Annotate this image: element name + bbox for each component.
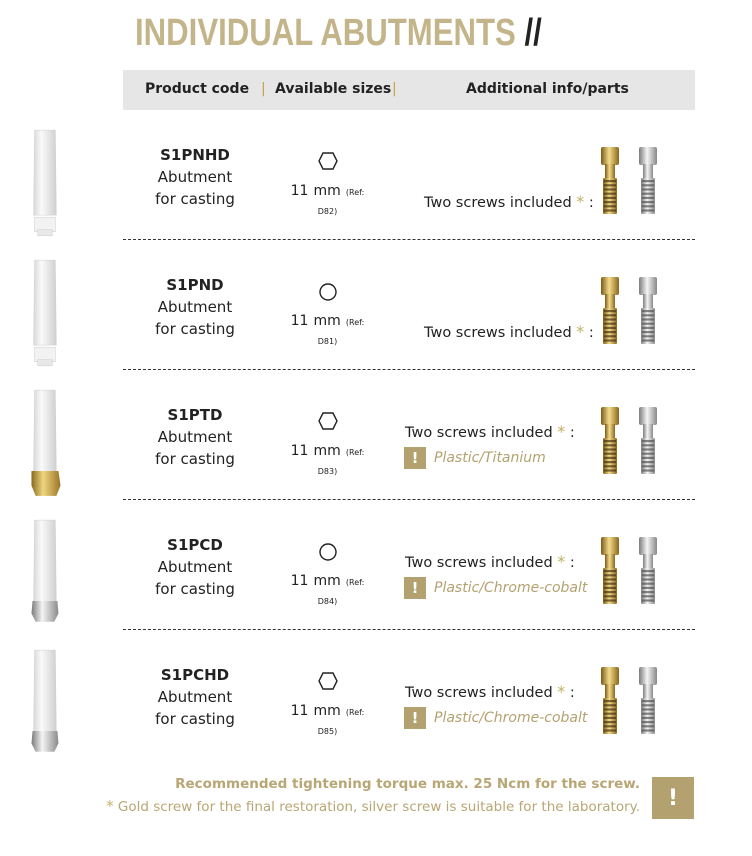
- info-text: Two screws included: [424, 195, 572, 211]
- size-value: 11: [290, 703, 309, 719]
- hexagon-shape-icon: [280, 412, 375, 434]
- product-code-cell: [140, 144, 250, 210]
- size-cell: [280, 282, 375, 348]
- row-divider: [123, 239, 695, 240]
- gold-screw-icon: [598, 146, 622, 220]
- table-row: [0, 380, 752, 510]
- screws-included-text: [405, 422, 575, 441]
- product-code: S1PTD: [167, 406, 223, 424]
- info-colon: :: [588, 195, 594, 211]
- header-additional-info: Additional info/parts: [466, 81, 629, 97]
- size-ref: (Ref: D82): [317, 188, 365, 216]
- hexagon-shape-icon: [280, 672, 375, 694]
- screws-image: [598, 406, 668, 480]
- screws-included-text: [424, 322, 594, 341]
- size-unit: mm: [313, 443, 341, 459]
- product-desc-line1: Abutment: [157, 558, 233, 576]
- info-asterisk: *: [557, 552, 566, 571]
- header-separator-1: |: [261, 81, 266, 97]
- silver-screw-icon: [636, 146, 660, 220]
- material-note: [404, 707, 587, 729]
- size-unit: mm: [313, 573, 341, 589]
- gold-screw-icon: [598, 536, 622, 610]
- info-text: Two screws included: [405, 555, 553, 571]
- product-code: S1PCD: [167, 536, 223, 554]
- size-unit: mm: [313, 703, 341, 719]
- page-title-text: INDIVIDUAL ABUTMENTS: [135, 12, 516, 54]
- info-colon: :: [569, 555, 575, 571]
- size-cell: [280, 542, 375, 608]
- size-value: 11: [290, 573, 309, 589]
- silver-screw-icon: [636, 666, 660, 740]
- product-code-cell: [140, 664, 250, 730]
- product-code: S1PCHD: [160, 666, 230, 684]
- abutment-photo: [26, 518, 66, 634]
- table-row: [0, 120, 752, 250]
- product-desc-line2: for casting: [155, 320, 235, 338]
- header-separator-2: |: [392, 81, 397, 97]
- size-ref: (Ref: D81): [317, 318, 365, 346]
- screws-image: [598, 276, 668, 350]
- info-text: Two screws included: [405, 685, 553, 701]
- table-row: [0, 250, 752, 380]
- silver-screw-icon: [636, 276, 660, 350]
- material-text: Plastic/Titanium: [434, 450, 546, 466]
- header-available-sizes: Available sizes: [275, 81, 392, 97]
- info-text: Two screws included: [424, 325, 572, 341]
- screws-included-text: [405, 552, 575, 571]
- abutment-photo: [26, 648, 66, 764]
- product-code-cell: [140, 534, 250, 600]
- footer-screw-note-text: Gold screw for the final restoration, silver screw is suitable for the laboratory.: [117, 799, 640, 815]
- page-title: [135, 12, 542, 55]
- product-desc-line2: for casting: [155, 190, 235, 208]
- warning-icon: !: [404, 707, 426, 729]
- footer-screw-note: [106, 797, 640, 815]
- size-unit: mm: [313, 183, 341, 199]
- product-desc-line1: Abutment: [157, 428, 233, 446]
- product-desc-line1: Abutment: [157, 168, 233, 186]
- page-title-suffix: //: [524, 12, 542, 54]
- screws-image: [598, 146, 668, 220]
- row-divider: [123, 369, 695, 370]
- info-asterisk: *: [576, 322, 585, 341]
- warning-icon: !: [404, 577, 426, 599]
- row-divider: [123, 499, 695, 500]
- warning-icon: !: [404, 447, 426, 469]
- material-note: [404, 577, 587, 599]
- product-desc-line2: for casting: [155, 450, 235, 468]
- size-value: 11: [290, 313, 309, 329]
- info-asterisk: *: [557, 682, 566, 701]
- footer-torque-note: Recommended tightening torque max. 25 Ncm for the screw.: [175, 776, 640, 792]
- info-asterisk: *: [557, 422, 566, 441]
- material-note: [404, 447, 546, 469]
- table-row: [0, 640, 752, 770]
- size-ref: (Ref: D83): [317, 448, 365, 476]
- size-cell: [280, 412, 375, 478]
- circle-shape-icon: [280, 542, 375, 564]
- abutment-photo: [26, 128, 66, 244]
- header-product-code: Product code: [145, 81, 250, 97]
- silver-screw-icon: [636, 536, 660, 610]
- info-colon: :: [588, 325, 594, 341]
- circle-shape-icon: [280, 282, 375, 304]
- screws-included-text: [405, 682, 575, 701]
- screws-image: [598, 536, 668, 610]
- product-desc-line1: Abutment: [157, 298, 233, 316]
- gold-screw-icon: [598, 666, 622, 740]
- size-cell: [280, 152, 375, 218]
- product-code-cell: [140, 404, 250, 470]
- hexagon-shape-icon: [280, 152, 375, 174]
- product-code-cell: [140, 274, 250, 340]
- screws-included-text: [424, 192, 594, 211]
- row-divider: [123, 629, 695, 630]
- info-text: Two screws included: [405, 425, 553, 441]
- material-text: Plastic/Chrome-cobalt: [434, 580, 588, 596]
- table-header: [123, 70, 695, 110]
- product-desc-line2: for casting: [155, 710, 235, 728]
- footer-asterisk: *: [106, 797, 114, 815]
- table-row: [0, 510, 752, 640]
- info-colon: :: [569, 685, 575, 701]
- screws-image: [598, 666, 668, 740]
- product-desc-line1: Abutment: [157, 688, 233, 706]
- product-code: S1PND: [166, 276, 224, 294]
- size-ref: (Ref: D84): [317, 578, 365, 606]
- abutment-photo: [26, 388, 66, 504]
- info-asterisk: *: [576, 192, 585, 211]
- product-desc-line2: for casting: [155, 580, 235, 598]
- size-value: 11: [290, 183, 309, 199]
- gold-screw-icon: [598, 276, 622, 350]
- product-code: S1PNHD: [160, 146, 230, 164]
- info-colon: :: [569, 425, 575, 441]
- silver-screw-icon: [636, 406, 660, 480]
- size-value: 11: [290, 443, 309, 459]
- size-unit: mm: [313, 313, 341, 329]
- abutment-photo: [26, 258, 66, 374]
- size-cell: [280, 672, 375, 738]
- material-text: Plastic/Chrome-cobalt: [434, 710, 588, 726]
- gold-screw-icon: [598, 406, 622, 480]
- size-ref: (Ref: D85): [317, 708, 365, 736]
- footer-warning-icon: !: [652, 777, 694, 819]
